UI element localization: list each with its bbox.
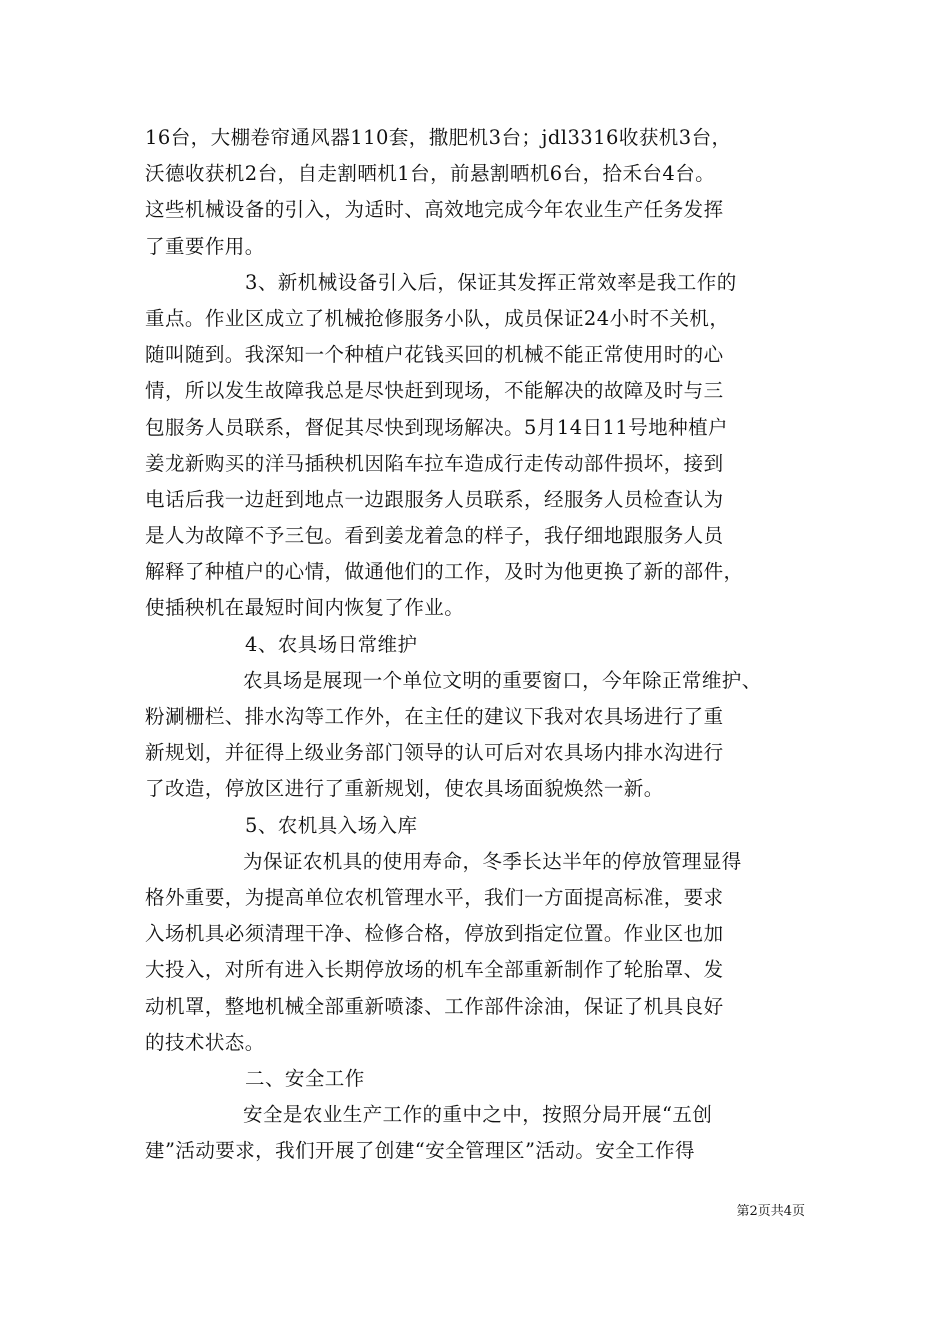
- text-line: 随叫随到。我深知一个种植户花钱买回的机械不能正常使用时的心: [145, 343, 724, 367]
- text-line: 情，所以发生故障我总是尽快赶到现场，不能解决的故障及时与三: [145, 379, 724, 403]
- text-line: 入场机具必须清理干净、检修合格，停放到指定位置。作业区也加: [145, 922, 724, 946]
- section-heading: 4、农具场日常维护: [245, 632, 418, 656]
- text-line: 的技术状态。: [145, 1030, 265, 1054]
- text-line: 了重要作用。: [145, 234, 265, 258]
- text-line: 电话后我一边赶到地点一边跟服务人员联系，经服务人员检查认为: [145, 487, 724, 511]
- text-line: 安全是农业生产工作的重中之中，按照分局开展“五创: [243, 1103, 713, 1127]
- text-line: 这些机械设备的引入，为适时、高效地完成今年农业生产任务发挥: [145, 198, 724, 222]
- text-line: 3、新机械设备引入后，保证其发挥正常效率是我工作的: [245, 270, 737, 294]
- text-line: 16台，大棚卷帘通风器110套，撒肥机3台；jdl3316收获机3台，: [145, 126, 732, 149]
- text-line: 包服务人员联系，督促其尽快到现场解决。5月14日11号地种植户: [145, 415, 728, 439]
- text-line: 建”活动要求，我们开展了创建“安全管理区”活动。安全工作得: [145, 1139, 695, 1163]
- text-line: 使插秧机在最短时间内恢复了作业。: [145, 596, 465, 620]
- section-heading: 5、农机具入场入库: [245, 813, 418, 837]
- text-line: 是人为故障不予三包。看到姜龙着急的样子，我仔细地跟服务人员: [145, 524, 724, 548]
- text-line: 解释了种植户的心情，做通他们的工作，及时为他更换了新的部件，: [145, 560, 744, 584]
- text-line: 农具场是展现一个单位文明的重要窗口，今年除正常维护、: [243, 668, 762, 692]
- text-line: 新规划，并征得上级业务部门领导的认可后对农具场内排水沟进行: [145, 741, 724, 765]
- page-number: 第2页共4页: [736, 1204, 805, 1219]
- text-line: 重点。作业区成立了机械抢修服务小队，成员保证24小时不关机，: [145, 306, 730, 330]
- text-line: 了改造，停放区进行了重新规划，使农具场面貌焕然一新。: [145, 777, 664, 801]
- text-line: 沃德收获机2台，自走割晒机1台，前悬割晒机6台，拾禾台4台。: [145, 162, 716, 186]
- text-line: 粉涮栅栏、排水沟等工作外，在主任的建议下我对农具场进行了重: [145, 705, 724, 728]
- text-line: 姜龙新购买的洋马插秧机因陷车拉车造成行走传动部件损坏，接到: [145, 451, 724, 475]
- section-heading: 二、安全工作: [245, 1066, 365, 1090]
- text-line: 大投入，对所有进入长期停放场的机车全部重新制作了轮胎罩、发: [145, 958, 724, 982]
- text-line: 为保证农机具的使用寿命，冬季长达半年的停放管理显得: [243, 849, 742, 873]
- text-line: 格外重要，为提高单位农机管理水平，我们一方面提高标准，要求: [145, 885, 724, 909]
- body-text: [145, 120, 825, 1169]
- text-line: 动机罩，整地机械全部重新喷漆、工作部件涂油，保证了机具良好: [145, 994, 724, 1018]
